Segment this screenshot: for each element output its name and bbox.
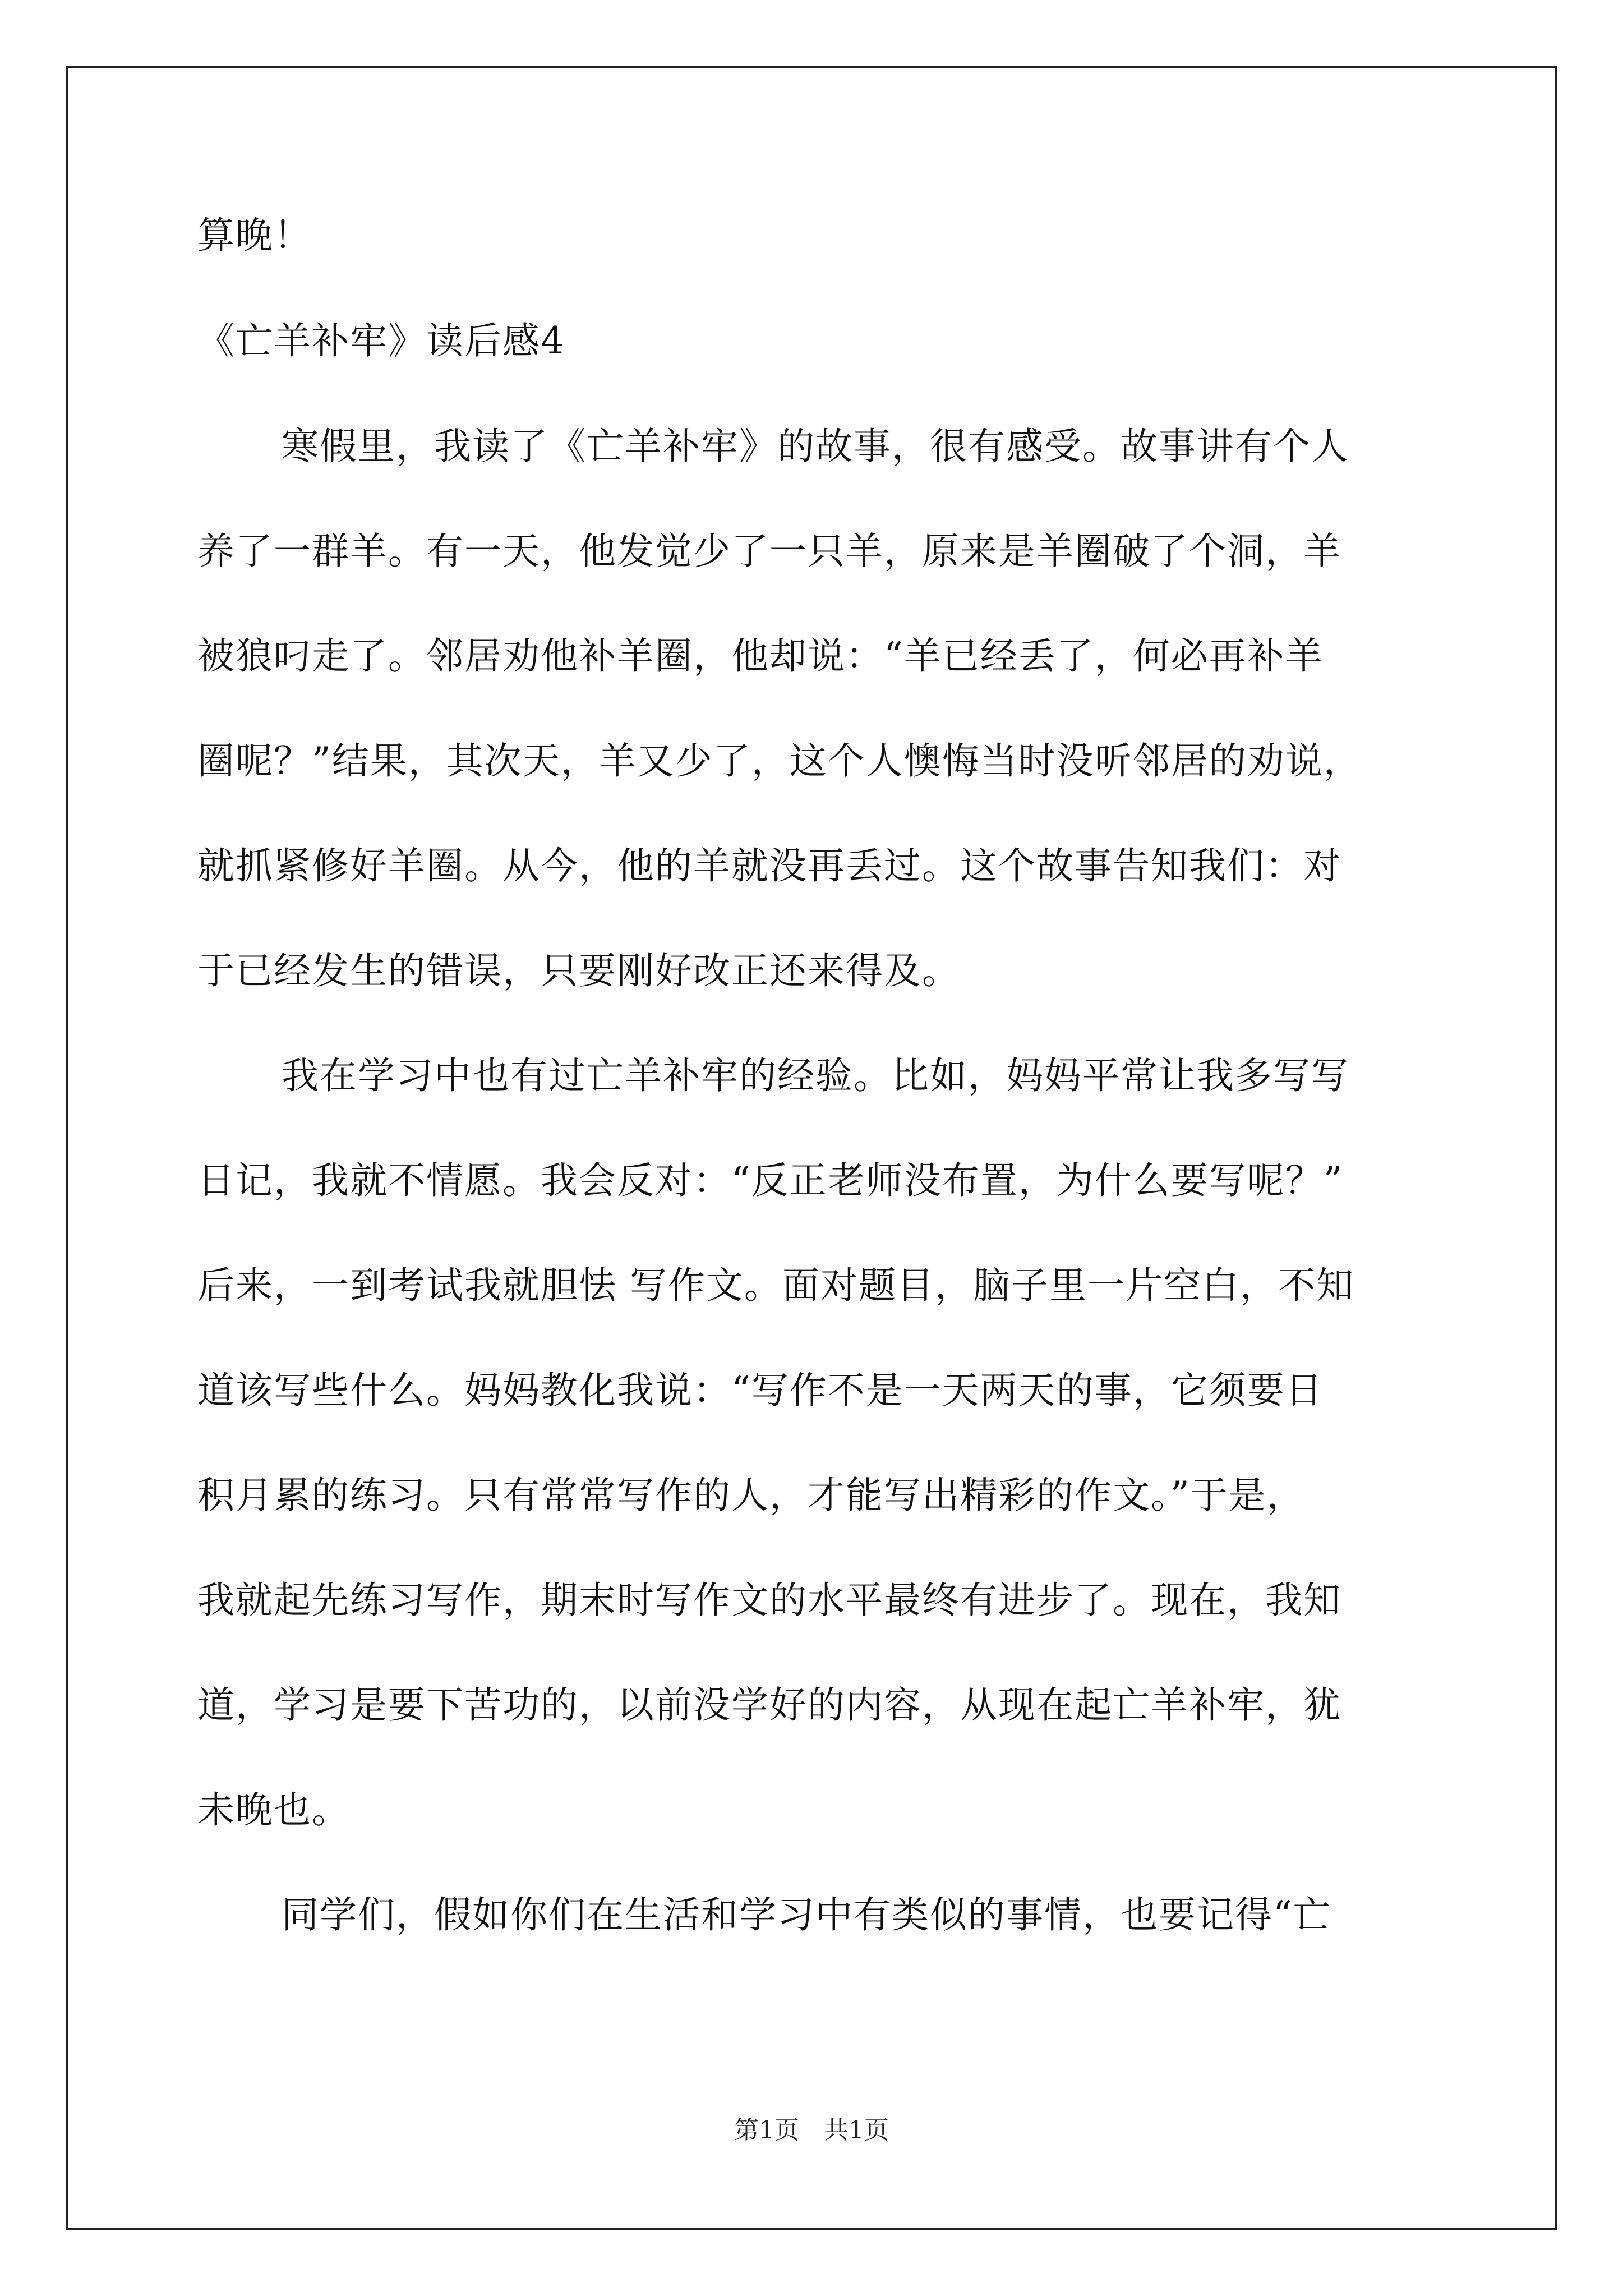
document-body bbox=[197, 208, 1437, 1967]
paragraph-line: 日记，我就不情愿。我会反对：“反正老师没布置，为什么要写呢？” bbox=[197, 1159, 1344, 1202]
paragraph-line: 我在学习中也有过亡羊补牢的经验。比如，妈妈平常让我多写写 bbox=[282, 1054, 1349, 1097]
paragraph-line: 就抓紧修好羊圈。从今，他的羊就没再丢过。这个故事告知我们：对 bbox=[197, 844, 1341, 887]
paragraph-line: 圈呢？”结果，其次天，羊又少了，这个人懊悔当时没听邻居的劝说， bbox=[197, 739, 1362, 783]
paragraph-line: 于已经发生的错误，只要刚好改正还来得及。 bbox=[197, 949, 960, 992]
paragraph-line: 我就起先练习写作，期末时写作文的水平最终有进步了。现在，我知 bbox=[197, 1579, 1341, 1622]
paragraph-1 bbox=[197, 394, 1437, 1023]
paragraph-3 bbox=[197, 1862, 1437, 1967]
essay-heading: 《亡羊补牢》读后感4 bbox=[197, 319, 565, 362]
paragraph-line: 寒假里，我读了《亡羊补牢》的故事，很有感受。故事讲有个人 bbox=[282, 425, 1349, 468]
paragraph-line: 道，学习是要下苦功的，以前没学好的内容，从现在起亡羊补牢，犹 bbox=[197, 1683, 1341, 1727]
paragraph-line: 同学们，假如你们在生活和学习中有类似的事情，也要记得“亡 bbox=[282, 1893, 1331, 1936]
paragraph-line: 养了一群羊。有一天，他发觉少了一只羊，原来是羊圈破了个洞，羊 bbox=[197, 530, 1341, 573]
paragraph-line: 被狼叼走了。邻居劝他补羊圈，他却说：“羊已经丢了，何必再补羊 bbox=[197, 634, 1324, 678]
paragraph-line: 后来，一到考试我就胆怯 写作文。面对题目，脑子里一片空白，不知 bbox=[197, 1264, 1354, 1307]
paragraph-line: 未晚也。 bbox=[197, 1788, 350, 1832]
paragraph-line: 道该写些什么。妈妈教化我说：“写作不是一天两天的事，它须要日 bbox=[197, 1369, 1324, 1412]
paragraph-2 bbox=[197, 1023, 1437, 1862]
paragraph-line: 积月累的练习。只有常常写作的人，才能写出精彩的作文。”于是， bbox=[197, 1474, 1305, 1517]
continued-text: 算晚！ bbox=[197, 214, 312, 257]
page-number-footer: 第1页 共1页 bbox=[734, 2116, 889, 2145]
